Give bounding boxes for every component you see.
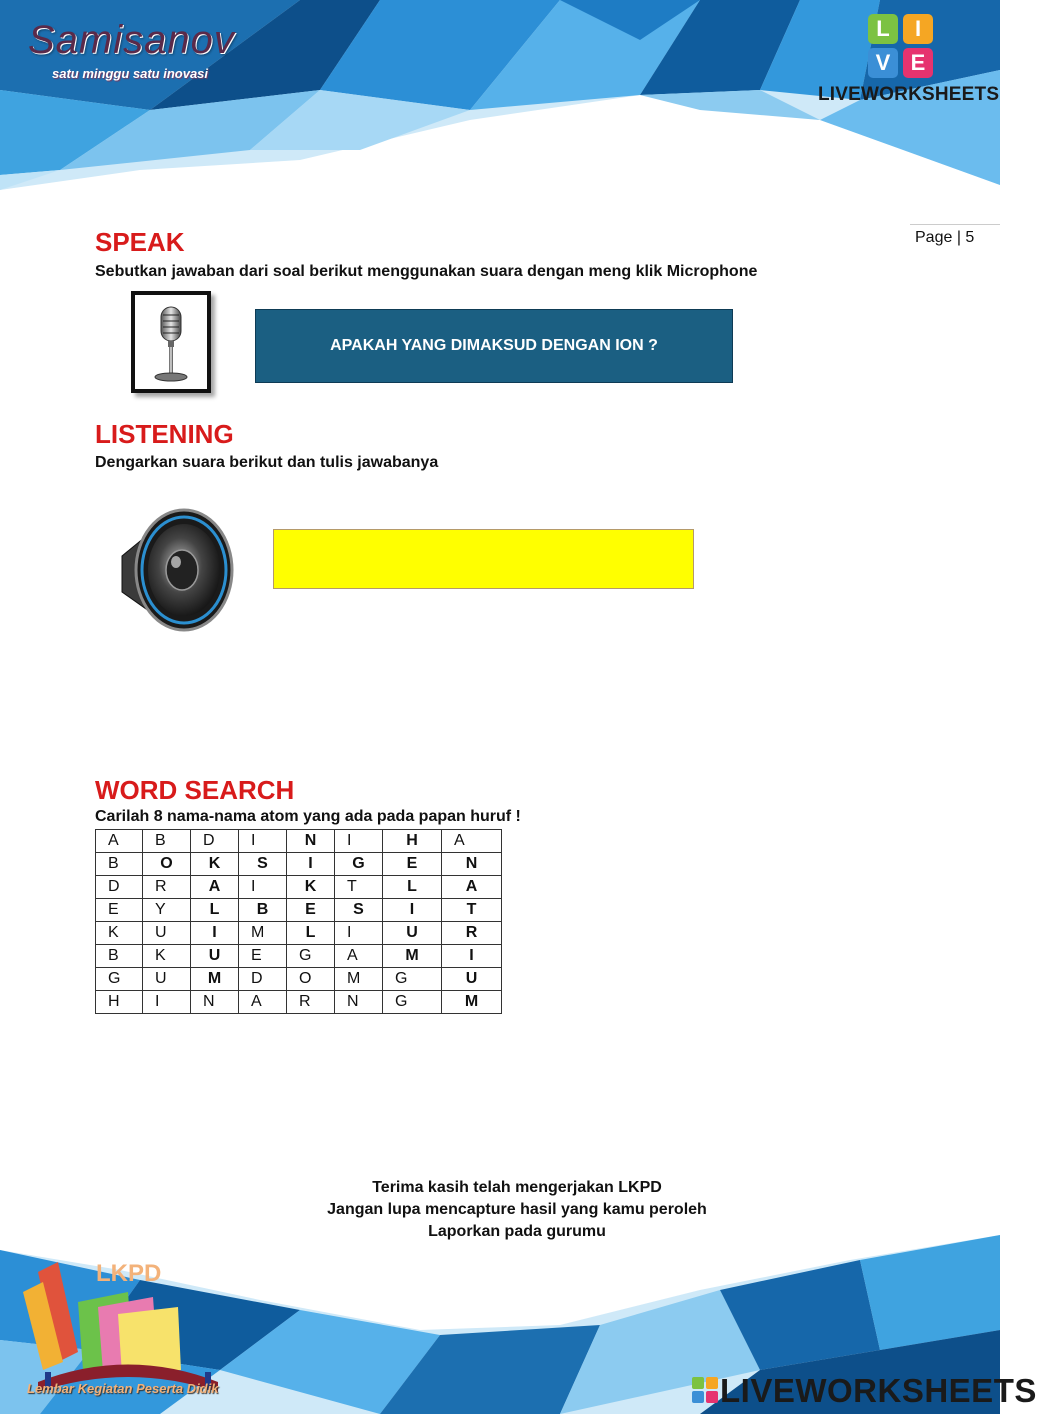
word-search-cell[interactable]: O (287, 968, 335, 991)
word-search-row (96, 899, 502, 922)
word-search-cell[interactable]: T (442, 899, 502, 922)
word-search-cell[interactable]: U (143, 968, 191, 991)
word-search-cell[interactable]: T (335, 876, 383, 899)
listening-answer-input[interactable] (273, 529, 694, 589)
word-search-cell[interactable]: G (96, 968, 143, 991)
word-search-instruction: Carilah 8 nama-nama atom yang ada pada papan huruf ! (95, 808, 521, 825)
live-logo-tile-v: V (868, 48, 898, 78)
lkpd-label: LKPD (96, 1260, 162, 1287)
word-search-cell[interactable]: D (191, 830, 239, 853)
word-search-cell[interactable]: D (96, 876, 143, 899)
word-search-cell[interactable]: R (287, 991, 335, 1014)
brand-tagline: satu minggu satu inovasi (52, 66, 209, 81)
word-search-cell[interactable]: R (442, 922, 502, 945)
brand-logo-name: Samisanov (28, 18, 235, 62)
speak-title: SPEAK (95, 227, 185, 257)
word-search-cell[interactable]: U (143, 922, 191, 945)
word-search-cell[interactable]: A (239, 991, 287, 1014)
liveworksheets-logo-text: LIVEWORKSHEETS (818, 84, 1000, 105)
word-search-cell[interactable]: A (442, 830, 502, 853)
word-search-cell[interactable]: I (335, 922, 383, 945)
word-search-cell[interactable]: B (239, 899, 287, 922)
word-search-cell[interactable]: A (191, 876, 239, 899)
word-search-cell[interactable]: L (383, 876, 442, 899)
word-search-cell[interactable]: M (191, 968, 239, 991)
word-search-cell[interactable]: A (96, 830, 143, 853)
word-search-row (96, 922, 502, 945)
microphone-button[interactable] (131, 291, 211, 393)
page-number-rule (910, 224, 1000, 225)
word-search-grid (95, 829, 502, 1014)
closing-line-2: Jangan lupa mencapture hasil yang kamu peroleh (327, 1201, 707, 1218)
listening-title: LISTENING (95, 419, 234, 449)
word-search-cell[interactable]: E (287, 899, 335, 922)
word-search-cell[interactable]: O (143, 853, 191, 876)
live-mini-logo-icon (692, 1377, 718, 1403)
word-search-cell[interactable]: M (239, 922, 287, 945)
word-search-cell[interactable]: A (442, 876, 502, 899)
listening-instruction: Dengarkan suara berikut dan tulis jawabanya (95, 454, 439, 471)
word-search-title: WORD SEARCH (95, 775, 295, 805)
word-search-cell[interactable]: D (239, 968, 287, 991)
word-search-cell[interactable]: I (335, 830, 383, 853)
word-search-cell[interactable]: K (96, 922, 143, 945)
live-logo-tile-e: E (903, 48, 933, 78)
word-search-cell[interactable]: M (335, 968, 383, 991)
closing-line-1: Terima kasih telah mengerjakan LKPD (372, 1179, 662, 1196)
word-search-cell[interactable]: A (335, 945, 383, 968)
word-search-cell[interactable]: B (143, 830, 191, 853)
word-search-cell[interactable]: U (383, 922, 442, 945)
word-search-cell[interactable]: K (287, 876, 335, 899)
word-search-row (96, 876, 502, 899)
lkpd-subtitle: Lembar Kegiatan Peserta Didik (27, 1381, 219, 1396)
word-search-cell[interactable]: E (239, 945, 287, 968)
word-search-cell[interactable]: B (96, 945, 143, 968)
speak-instruction: Sebutkan jawaban dari soal berikut menggunakan suara dengan meng klik Microphone (95, 263, 758, 280)
word-search-cell[interactable]: I (383, 899, 442, 922)
word-search-row (96, 991, 502, 1014)
word-search-cell[interactable]: I (442, 945, 502, 968)
word-search-cell[interactable]: U (442, 968, 502, 991)
word-search-cell[interactable]: H (96, 991, 143, 1014)
word-search-cell[interactable]: M (442, 991, 502, 1014)
word-search-cell[interactable]: B (96, 853, 143, 876)
word-search-cell[interactable]: N (287, 830, 335, 853)
word-search-cell[interactable]: N (442, 853, 502, 876)
word-search-cell[interactable]: Y (143, 899, 191, 922)
word-search-cell[interactable]: U (191, 945, 239, 968)
closing-line-3: Laporkan pada gurumu (428, 1223, 606, 1240)
live-logo-tile-i: I (903, 14, 933, 44)
word-search-cell[interactable]: S (239, 853, 287, 876)
word-search-cell[interactable]: G (287, 945, 335, 968)
live-logo-tile-l: L (868, 14, 898, 44)
word-search-row (96, 853, 502, 876)
word-search-cell[interactable]: L (191, 899, 239, 922)
word-search-cell[interactable]: S (335, 899, 383, 922)
word-search-cell[interactable]: I (143, 991, 191, 1014)
word-search-cell[interactable]: N (335, 991, 383, 1014)
word-search-cell[interactable]: R (143, 876, 191, 899)
word-search-cell[interactable]: M (383, 945, 442, 968)
word-search-cell[interactable]: I (239, 876, 287, 899)
page-number: Page | 5 (915, 229, 975, 246)
word-search-row (96, 830, 502, 853)
word-search-cell[interactable]: I (287, 853, 335, 876)
word-search-cell[interactable]: I (191, 922, 239, 945)
word-search-cell[interactable]: K (191, 853, 239, 876)
word-search-cell[interactable]: H (383, 830, 442, 853)
word-search-cell[interactable]: G (383, 968, 442, 991)
word-search-cell[interactable]: G (335, 853, 383, 876)
word-search-cell[interactable]: E (96, 899, 143, 922)
word-search-cell[interactable]: G (383, 991, 442, 1014)
word-search-cell[interactable]: L (287, 922, 335, 945)
word-search-row (96, 945, 502, 968)
word-search-cell[interactable]: N (191, 991, 239, 1014)
word-search-cell[interactable]: E (383, 853, 442, 876)
liveworksheets-footer-text: LIVEWORKSHEETS (720, 1372, 1037, 1409)
word-search-cell[interactable]: I (239, 830, 287, 853)
microphone-icon (135, 295, 207, 389)
word-search-row (96, 968, 502, 991)
word-search-cell[interactable]: K (143, 945, 191, 968)
speaker-button[interactable] (116, 506, 236, 634)
speak-question-box[interactable]: APAKAH YANG DIMAKSUD DENGAN ION ? (255, 309, 733, 383)
speaker-icon (116, 506, 236, 634)
